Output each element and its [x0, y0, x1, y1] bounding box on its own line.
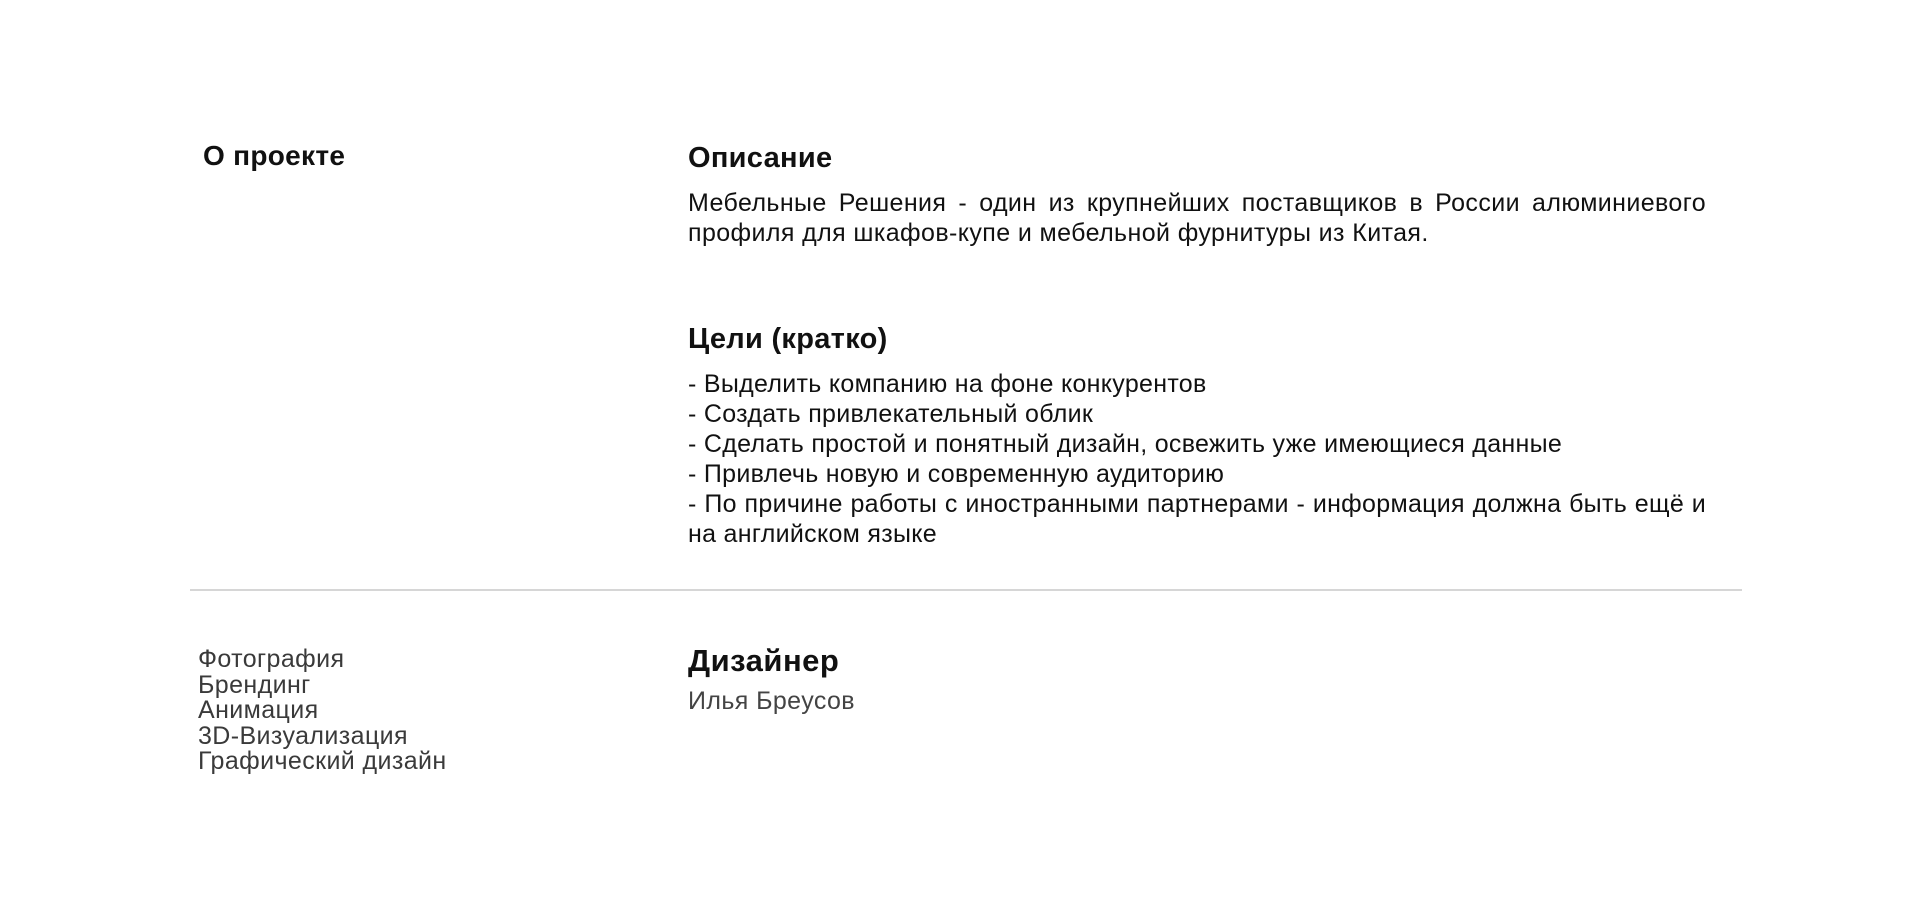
- services-list: [198, 647, 447, 775]
- goal-item: - Выделить компанию на фоне конкурентов: [688, 370, 1207, 398]
- goals-heading: Цели (кратко): [688, 323, 888, 355]
- goals-list: [688, 369, 1706, 549]
- goals-section: [688, 321, 1706, 549]
- service-item: 3D-Визуализация: [198, 721, 408, 750]
- designer-name: Илья Бреусов: [688, 687, 855, 715]
- goal-item: - Сделать простой и понятный дизайн, освежить уже имеющиеся данные: [688, 430, 1563, 458]
- service-item: Фотография: [198, 645, 345, 673]
- about-project-label: О проекте: [203, 140, 346, 171]
- designer-section: [688, 642, 1706, 716]
- service-item: Анимация: [198, 696, 319, 724]
- description-heading: Описание: [688, 142, 833, 174]
- goal-item: - Создать привлекательный облик: [688, 400, 1094, 428]
- description-text: Мебельные Решения - один из крупнейших поставщиков в России алюминиевого профиля для шкафов-купе и мебельной фурнитуры из Китая.: [688, 189, 1706, 247]
- description-section: [688, 140, 1706, 248]
- service-item: Брендинг: [198, 670, 311, 699]
- service-item: Графический дизайн: [198, 747, 447, 775]
- goal-item: - Привлечь новую и современную аудиторию: [688, 460, 1225, 488]
- designer-heading: Дизайнер: [688, 643, 840, 678]
- goal-item: - По причине работы с иностранными партнерами - информация должна быть ещё и на английском языке: [688, 490, 1706, 548]
- section-divider: [190, 589, 1742, 591]
